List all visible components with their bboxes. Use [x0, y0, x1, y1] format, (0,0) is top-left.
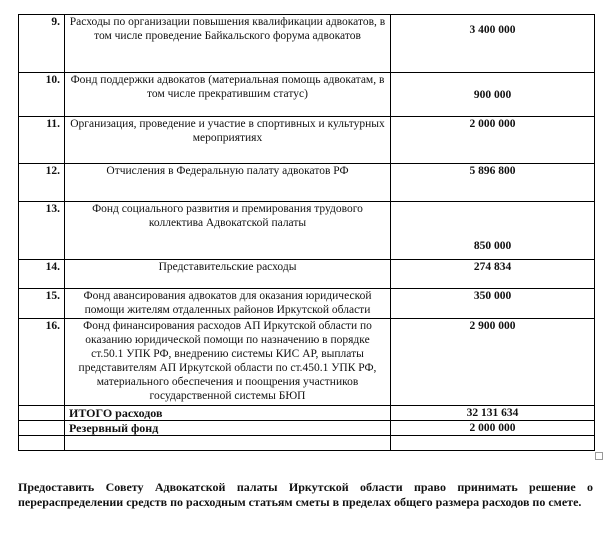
- row-number: 15.: [19, 289, 65, 319]
- row-amount: 5 896 800: [391, 164, 595, 202]
- row-description: Фонд финансирования расходов АП Иркутской области по оказанию юридической помощи по назначению в порядке ст.50.1 УПК РФ, внедрению системы КИС АР, выплаты представителям АП Иркутской области по ст.450.1 УПК РФ, материального обеспечения и поощрения участников государственной системы БЮП: [65, 319, 391, 406]
- row-amount: 900 000: [391, 73, 595, 117]
- row-amount: 274 834: [391, 260, 595, 289]
- empty-cell: [391, 436, 595, 451]
- reserve-row: [19, 421, 595, 436]
- row-number: 11.: [19, 117, 65, 164]
- row-number: 16.: [19, 319, 65, 406]
- empty-row: [19, 436, 595, 451]
- total-row: [19, 406, 595, 421]
- row-amount: 2 000 000: [391, 117, 595, 164]
- row-number: 12.: [19, 164, 65, 202]
- empty-cell: [19, 406, 65, 421]
- row-description: Фонд авансирования адвокатов для оказания юридической помощи жителям отдаленных районов Иркутской области: [65, 289, 391, 319]
- table-row: [19, 164, 595, 202]
- table-row: [19, 15, 595, 73]
- table-row: [19, 117, 595, 164]
- empty-cell: [65, 436, 391, 451]
- reserve-amount: 2 000 000: [391, 421, 595, 436]
- row-number: 9.: [19, 15, 65, 73]
- row-description: Отчисления в Федеральную палату адвокатов РФ: [65, 164, 391, 202]
- empty-cell: [19, 436, 65, 451]
- row-description: Расходы по организации повышения квалификации адвокатов, в том числе проведение Байкальского форума адвокатов: [65, 15, 391, 73]
- row-description: Фонд социального развития и премирования трудового коллектива Адвокатской палаты: [65, 202, 391, 260]
- row-number: 14.: [19, 260, 65, 289]
- row-amount: 3 400 000: [391, 15, 595, 73]
- resolution-note: Предоставить Совету Адвокатской палаты Иркутской области право принимать решение о перераспределении средств по расходным статьям сметы в пределах общего размера расходов по смете.: [18, 480, 593, 509]
- row-description: Представительские расходы: [65, 260, 391, 289]
- row-amount: 2 900 000: [391, 319, 595, 406]
- budget-table: [18, 14, 595, 451]
- row-amount: 850 000: [391, 202, 595, 260]
- row-amount: 350 000: [391, 289, 595, 319]
- table-row: [19, 260, 595, 289]
- row-number: 13.: [19, 202, 65, 260]
- reserve-label: Резервный фонд: [65, 421, 391, 436]
- empty-cell: [19, 421, 65, 436]
- row-description: Организация, проведение и участие в спортивных и культурных мероприятиях: [65, 117, 391, 164]
- table-row: [19, 289, 595, 319]
- table-resize-handle[interactable]: [595, 452, 603, 460]
- total-label: ИТОГО расходов: [65, 406, 391, 421]
- total-amount: 32 131 634: [391, 406, 595, 421]
- table-row: [19, 73, 595, 117]
- row-description: Фонд поддержки адвокатов (материальная помощь адвокатам, в том числе прекратившим статус): [65, 73, 391, 117]
- table-row: [19, 202, 595, 260]
- row-number: 10.: [19, 73, 65, 117]
- table-row: [19, 319, 595, 406]
